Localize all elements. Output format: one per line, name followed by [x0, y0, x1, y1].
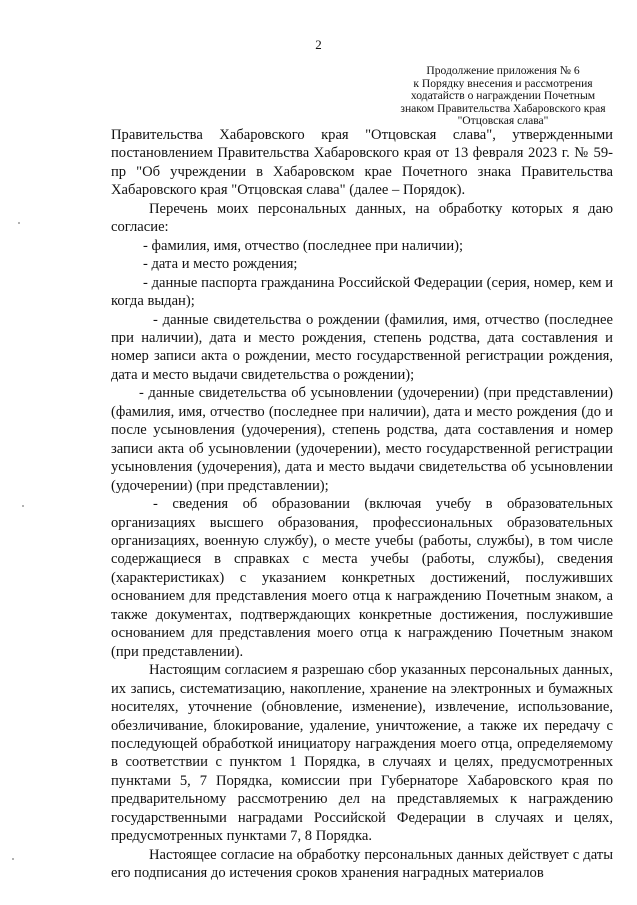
list-item-education: - сведения об образовании (включая учебу в образовательных организациях высшего образования, профессиональных образовательных организациях, военную службу), о месте учебы (работы, службы), в том числе содержащиеся в справках с места учебы (работы, службы), сведения (характеристиках) с указанием конкретных достижений, послуживших основанием для представления моего отца к награждению Почетным знаком, а также документах, подтверждающих конкретные достижения, послужившие основанием для представления моего отца к награждению Почетным знаком (при представлении). [111, 496, 613, 660]
list-item-full-name: - фамилия, имя, отчество (последнее при наличии); [143, 237, 464, 254]
scan-speck [22, 505, 24, 507]
paragraph-consent-scope: Настоящим согласием я разрешаю сбор указанных персональных данных, их запись, систематизацию, накопление, хранение на электронных и бумажных носителях, уточнение (обновление, изменение), извлечение, использование, обезличивание, блокирование, удаление, уничтожение, а также их передачу с последующей обработкой инициатору награждения моего отца, определяемому в соответствии с пунктом 1 Порядка, в случаях и целях, предусмотренных пунктами 5, 7 Порядка, комиссии при Губернаторе Хабаровского края по предварительному рассмотрению дел на представляемых к награждению государственными наградами Российской Федерации в случаях и целях, предусмотренных пунктами 7, 8 Порядка. [111, 662, 613, 845]
page-number: 2 [315, 37, 322, 52]
document-body [111, 126, 613, 883]
list-item-passport: - данные паспорта гражданина Российской Федерации (серия, номер, кем и когда выдан); [111, 274, 613, 310]
appendix-header-line: Продолжение приложения № 6 [426, 64, 580, 77]
list-item-birth-date-place: - дата и место рождения; [143, 256, 298, 273]
appendix-header-line: ходатайств о награждении Почетным [410, 89, 596, 103]
paragraph-continuation: Правительства Хабаровского края "Отцовская слава", утвержденными постановлением Правительства Хабаровского края от 13 февраля 2023 г. № 59-пр "Об учреждении в Хабаровском крае Почетного знака Правительства Хабаровского края "Отцовская слава" (далее – Порядок). [111, 127, 613, 199]
appendix-header [392, 65, 614, 128]
appendix-header-line: "Отцовская слава" [457, 114, 549, 128]
list-item-birth-certificate: - данные свидетельства о рождении (фамилия, имя, отчество (последнее при наличии), дата и место рождения, степень родства, дата составления и номер записи акта о рождении, место государственной регистрации рождения, дата и место выдачи свидетельства о рождении); [111, 311, 613, 383]
scan-speck [18, 222, 20, 224]
list-item-adoption-certificate: - данные свидетельства об усыновлении (удочерении) (при представлении) (фамилия, имя, отчество (последнее при наличии), дата и место рождения (до и после усыновления (удочерения), степень родства, дата составления и номер записи акта об усыновлении (удочерении), место государственной регистрации усыновления (удочерения), дата и место выдачи свидетельства об усыновлении (удочерении) (при представлении); [111, 385, 613, 494]
appendix-header-line: знаком Правительства Хабаровского края [400, 101, 606, 115]
appendix-header-line: к Порядку внесения и рассмотрения [413, 76, 593, 90]
scan-speck [12, 858, 14, 860]
paragraph-consent-validity: Настоящее согласие на обработку персональных данных действует с даты его подписания до истечения сроков хранения наградных материалов [111, 846, 613, 882]
paragraph-data-list-intro: Перечень моих персональных данных, на обработку которых я даю согласие: [111, 200, 613, 236]
